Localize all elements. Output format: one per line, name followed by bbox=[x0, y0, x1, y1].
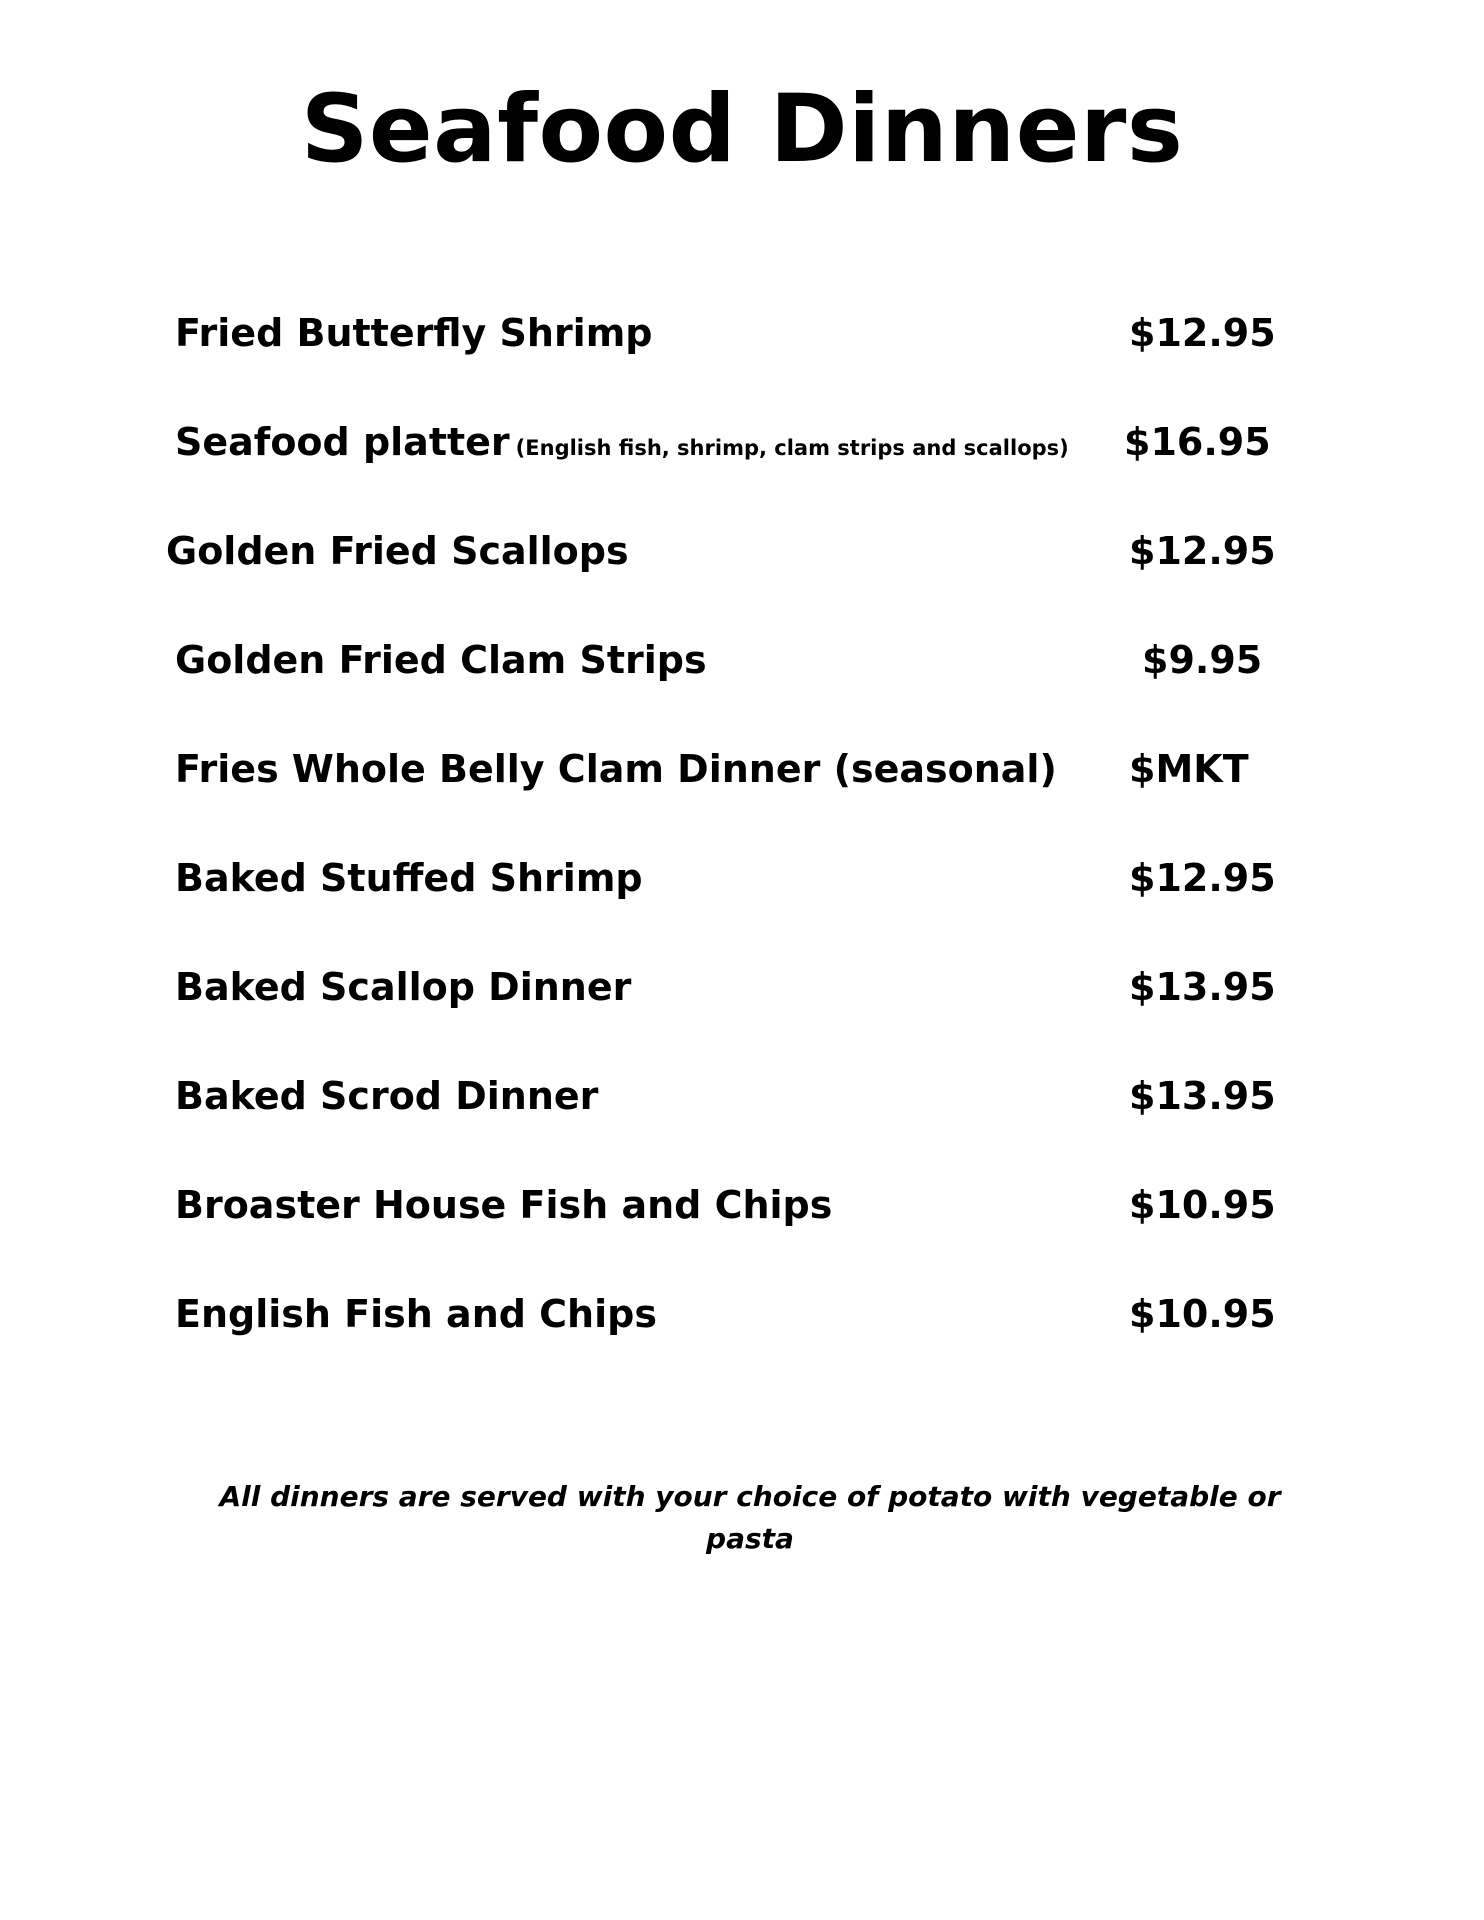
menu-item-name: Fried Butterfly Shrimp bbox=[175, 311, 653, 355]
menu-item-row bbox=[0, 957, 1484, 1017]
menu-item-row bbox=[0, 1066, 1484, 1126]
menu-footnote bbox=[190, 1476, 1310, 1560]
menu-item-name: Baked Scrod Dinner bbox=[175, 1074, 599, 1118]
menu-item-price: $10.95 bbox=[1129, 1292, 1276, 1336]
menu-item-price: $16.95 bbox=[1124, 420, 1271, 464]
menu-item-price: $12.95 bbox=[1129, 856, 1276, 900]
menu-item-name: Baked Scallop Dinner bbox=[175, 965, 632, 1009]
menu-item-name: Golden Fried Clam Strips bbox=[175, 638, 707, 682]
menu-item-name-with-description bbox=[175, 412, 1069, 478]
menu-item-description: (English fish, shrimp, clam strips and scallops) bbox=[515, 436, 1069, 460]
menu-item-row bbox=[0, 630, 1484, 690]
menu-item-price: $12.95 bbox=[1129, 311, 1276, 355]
menu-item-row bbox=[0, 521, 1484, 581]
menu-item-price: $9.95 bbox=[1142, 638, 1263, 682]
menu-title: Seafood Dinners bbox=[300, 75, 1184, 184]
menu-item-name: Golden Fried Scallops bbox=[166, 529, 629, 573]
menu-item-name: Seafood platter bbox=[175, 420, 510, 464]
menu-item-name: Fries Whole Belly Clam Dinner (seasonal) bbox=[175, 747, 1057, 791]
menu-item-row bbox=[0, 739, 1484, 799]
menu-item-price: $13.95 bbox=[1129, 965, 1276, 1009]
menu-footnote-line: All dinners are served with your choice of potato with vegetable or bbox=[219, 1480, 1281, 1513]
menu-item-row bbox=[0, 1284, 1484, 1344]
menu-footnote-line: pasta bbox=[706, 1522, 794, 1555]
menu-item-row bbox=[0, 412, 1484, 472]
menu-item-price: $12.95 bbox=[1129, 529, 1276, 573]
menu-item-price: $13.95 bbox=[1129, 1074, 1276, 1118]
menu-item-name: Baked Stuffed Shrimp bbox=[175, 856, 643, 900]
menu-item-row bbox=[0, 303, 1484, 363]
menu-item-row bbox=[0, 848, 1484, 908]
menu-item-name: Broaster House Fish and Chips bbox=[175, 1183, 833, 1227]
menu-item-price: $MKT bbox=[1129, 747, 1249, 791]
menu-item-name: English Fish and Chips bbox=[175, 1292, 657, 1336]
menu-item-price: $10.95 bbox=[1129, 1183, 1276, 1227]
menu-item-row bbox=[0, 1175, 1484, 1235]
